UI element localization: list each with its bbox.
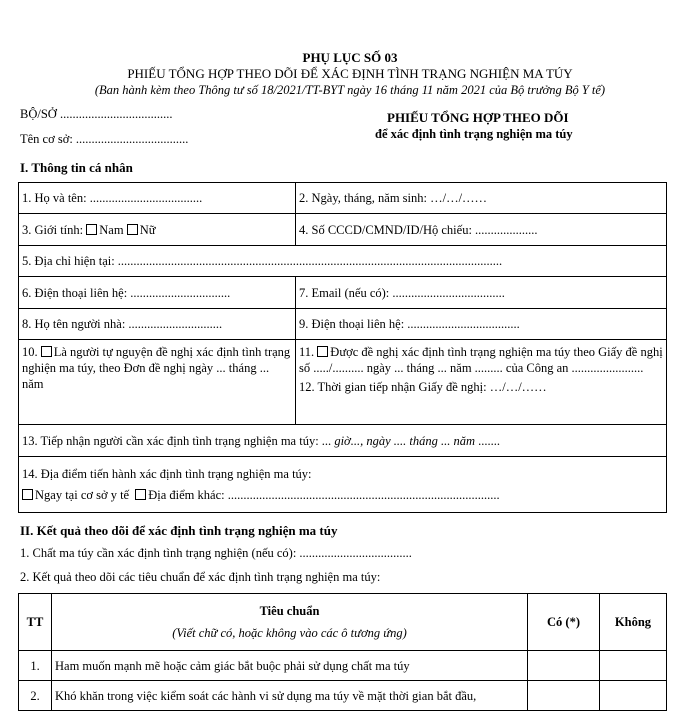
form-title: PHIẾU TỔNG HỢP THEO DÕI ĐỂ XÁC ĐỊNH TÌNH TRẠNG NGHIỆN MA TÚY xyxy=(127,66,573,81)
male-label: Nam xyxy=(99,222,124,237)
criteria-table xyxy=(18,593,667,711)
field-relative-name: 8. Họ tên người nhà: .............................. xyxy=(19,309,296,340)
onsite-label: Ngay tại cơ sở y tế xyxy=(35,488,130,502)
row-2-text: Khó khăn trong việc kiểm soát các hành vi sử dụng ma túy về mặt thời gian bắt đầu, xyxy=(52,681,528,711)
section1-heading: I. Thông tin cá nhân xyxy=(20,160,133,175)
col-tt: TT xyxy=(19,594,52,651)
field-voluntary xyxy=(19,340,296,425)
female-label: Nữ xyxy=(139,222,156,237)
male-checkbox[interactable] xyxy=(86,224,97,235)
col-criteria-note: (Viết chữ có, hoặc không vào các ô tương ứng) xyxy=(172,626,407,640)
gender-label: 3. Giới tính: xyxy=(22,222,84,237)
section2-heading: II. Kết quả theo dõi để xác định tình trạng nghiện ma túy xyxy=(20,523,338,538)
col-yes: Có (*) xyxy=(528,594,600,651)
referral-label: 11. Được đề nghị xác định tình trạng nghiện ma túy theo Giấy đề nghị số ...../.......... ngày ... tháng ... năm ......... của Công an ....................... xyxy=(299,345,663,375)
field-dob: 2. Ngày, tháng, năm sinh: …/…/…… xyxy=(296,183,667,214)
row-1-no[interactable] xyxy=(600,651,667,681)
field-email: 7. Email (nếu có): .................................... xyxy=(296,277,667,309)
receipt-time: 12. Thời gian tiếp nhận Giấy đề nghị: …/…/…… xyxy=(299,380,547,394)
location-options xyxy=(22,487,663,503)
reception-label: 13. Tiếp nhận người cần xác định tình trạng nghiện ma túy: ... xyxy=(22,433,332,448)
personal-info-table xyxy=(18,182,667,513)
field-referral xyxy=(296,340,667,425)
row-2-no[interactable] xyxy=(600,681,667,711)
right-title: PHIẾU TỔNG HỢP THEO DÕI xyxy=(387,110,569,125)
field-address: 5. Địa chỉ hiện tại: ........................................................................................................................... xyxy=(19,246,667,277)
row-2-tt: 2. xyxy=(19,681,52,711)
row-1-tt: 1. xyxy=(19,651,52,681)
right-subtitle: để xác định tình trạng nghiện ma túy xyxy=(375,127,573,141)
other-location-checkbox[interactable] xyxy=(135,489,146,500)
row-2-yes[interactable] xyxy=(528,681,600,711)
referral-checkbox[interactable] xyxy=(317,346,328,357)
voluntary-label: 10. Là người tự nguyện đề nghị xác định tình trạng nghiện ma túy, theo Đơn đề nghị ngày ... tháng ... năm xyxy=(22,345,291,391)
field-phone: 6. Điện thoại liên hệ: ................................ xyxy=(19,277,296,309)
col-criteria xyxy=(52,594,528,651)
question-1: 1. Chất ma túy cần xác định tình trạng nghiện (nếu có): .................................... xyxy=(20,546,412,560)
field-relative-phone: 9. Điện thoại liên hệ: .................................... xyxy=(296,309,667,340)
field-full-name: 1. Họ và tên: .................................... xyxy=(19,183,296,214)
other-location-label: Địa điểm khác: ....................................................................................... xyxy=(148,488,500,502)
col-criteria-title: Tiêu chuẩn xyxy=(259,604,320,618)
row-1-yes[interactable] xyxy=(528,651,600,681)
field-location xyxy=(19,457,667,513)
location-label: 14. Địa điểm tiến hành xác định tình trạng nghiện ma túy: xyxy=(22,467,312,481)
field-reception-time xyxy=(19,425,667,457)
reception-datetime: giờ..., ngày .... tháng ... năm xyxy=(334,433,476,448)
voluntary-checkbox[interactable] xyxy=(41,346,52,357)
reception-end: ....... xyxy=(478,433,501,448)
question-2: 2. Kết quả theo dõi các tiêu chuẩn để xác định tình trạng nghiện ma túy: xyxy=(20,570,381,584)
field-gender xyxy=(19,214,296,246)
ministry-line: BỘ/SỞ .................................... xyxy=(20,107,173,121)
form-subtitle: (Ban hành kèm theo Thông tư số 18/2021/TT-BYT ngày 16 tháng 11 năm 2021 của Bộ trưởng Bộ Y tế) xyxy=(94,83,606,97)
field-id-number: 4. Số CCCD/CMND/ID/Hộ chiếu: .................... xyxy=(296,214,667,246)
appendix-number: PHỤ LỤC SỐ 03 xyxy=(302,50,398,65)
facility-line: Tên cơ sở: .................................... xyxy=(20,132,189,146)
female-checkbox[interactable] xyxy=(127,224,138,235)
col-no: Không xyxy=(600,594,667,651)
onsite-checkbox[interactable] xyxy=(22,489,33,500)
row-1-text: Ham muốn mạnh mẽ hoặc cảm giác bắt buộc phải sử dụng chất ma túy xyxy=(52,651,528,681)
